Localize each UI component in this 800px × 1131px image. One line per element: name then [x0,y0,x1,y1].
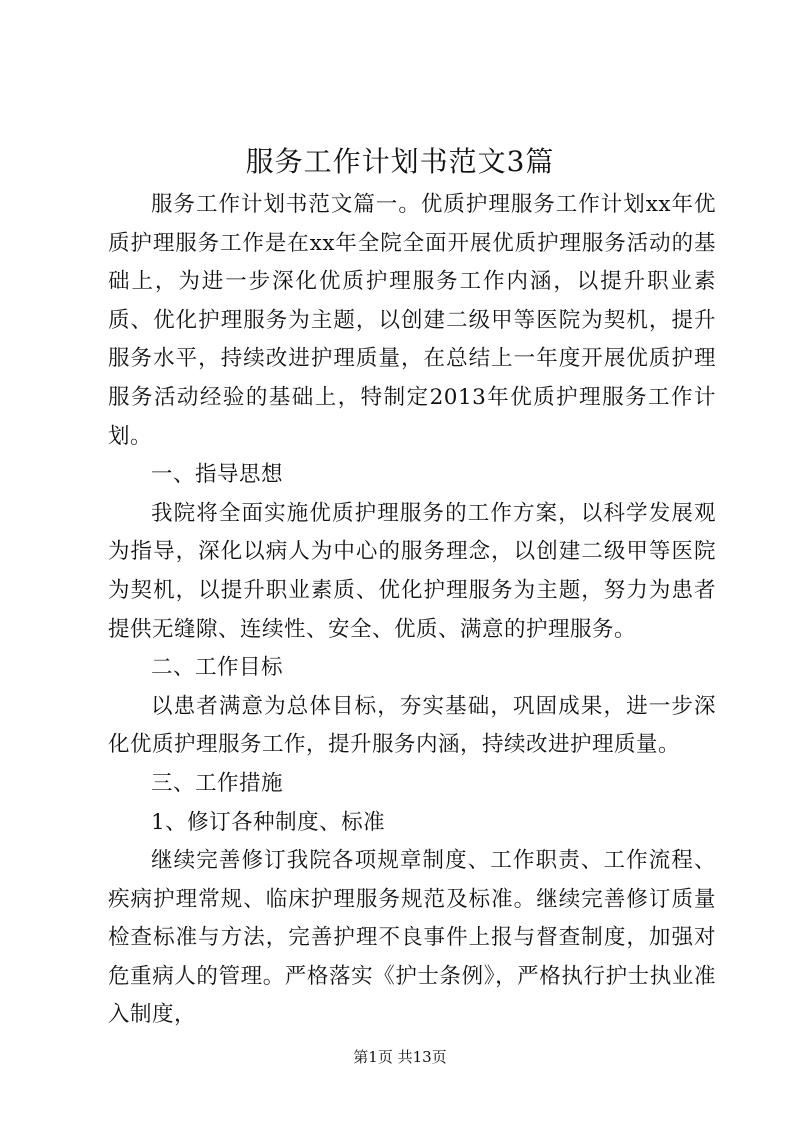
subheading-revise-rules: 1、修订各种制度、标准 [151,809,386,835]
heading-work-measures: 三、工作措施 [151,770,284,796]
heading-guiding-thought: 一、指导思想 [151,462,284,488]
paragraph-revise-rules: 继续完善修订我院各项规章制度、工作职责、工作流程、疾病护理常规、临床护理服务规范及标准。继续完善修订质量检查标准与方法，完善护理不良事件上报与督查制度，加强对危重病人的管理。严格落实《护士条例》，严格执行护士执业准入制度， [108,848,716,1028]
heading-work-goal: 二、工作目标 [151,655,284,681]
paragraph-guiding-thought: 我院将全面实施优质护理服务的工作方案，以科学发展观为指导，深化以病人为中心的服务理念，以创建二级甲等医院为契机，以提升职业素质、优化护理服务为主题，努力为患者提供无缝隙、连续性、安全、优质、满意的护理服务。 [108,500,716,642]
document-title: 服务工作计划书范文3篇 [245,145,555,178]
page-footer: 第1页 共13页 [353,1048,447,1066]
document-body [108,186,716,1035]
paragraph-intro: 服务工作计划书范文篇一。优质护理服务工作计划xx年优质护理服务工作是在xx年全院全面开展优质护理服务活动的基础上，为进一步深化优质护理服务工作内涵，以提升职业素质、优化护理服务为主题，以创建二级甲等医院为契机，提升服务水平，持续改进护理质量，在总结上一年度开展优质护理服务活动经验的基础上，特制定2013年优质护理服务工作计划。 [108,192,716,449]
paragraph-work-goal: 以患者满意为总体目标，夯实基础，巩固成果，进一步深化优质护理服务工作，提升服务内涵，持续改进护理质量。 [108,693,716,758]
